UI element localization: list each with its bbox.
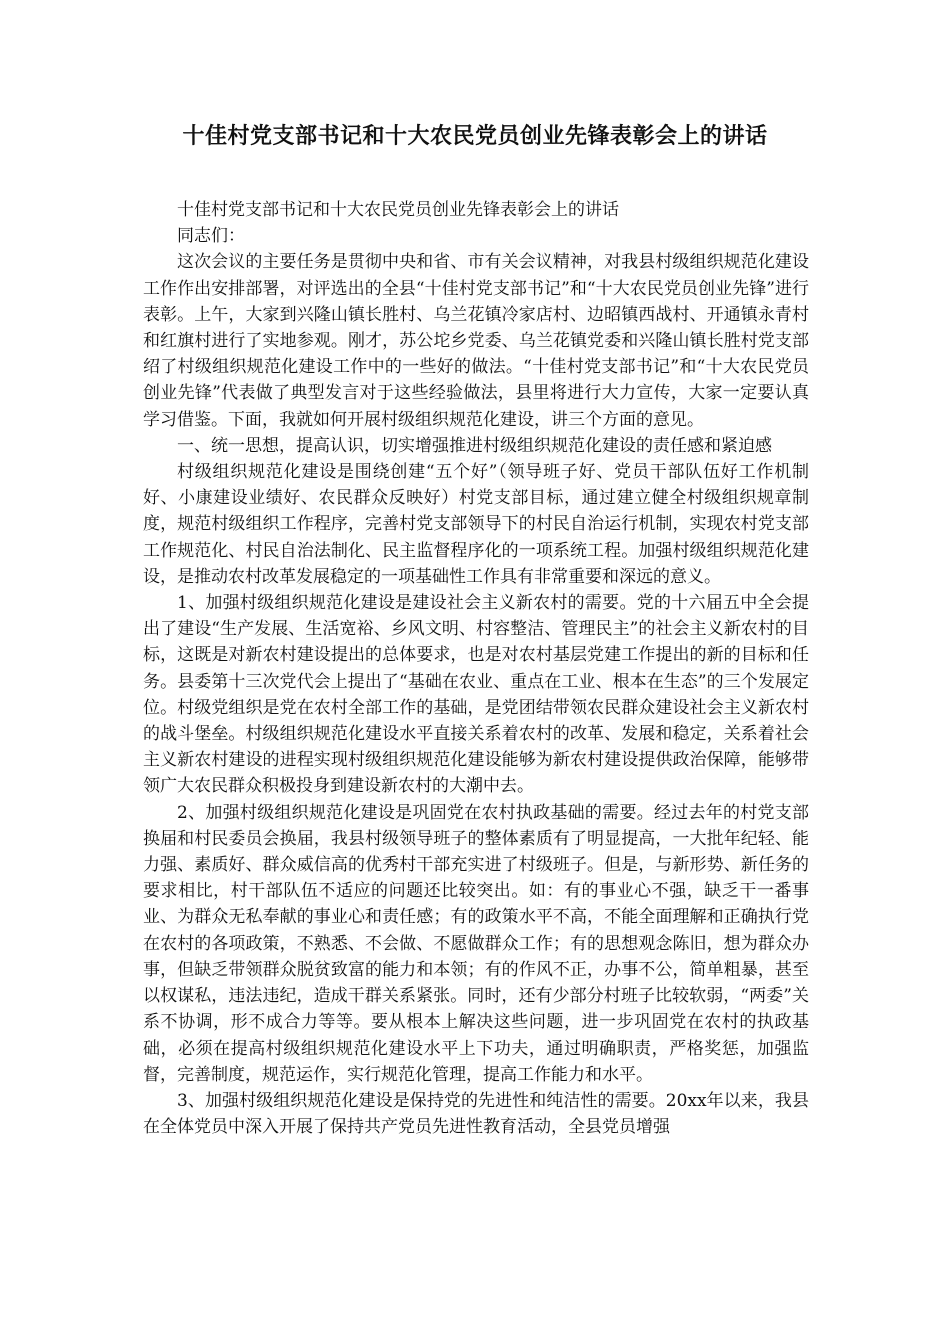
intro-paragraph: 这次会议的主要任务是贯彻中央和省、市有关会议精神，对我县村级组织规范化建设工作作出安排部署，对评选出的全县“十佳村党支部书记”和“十大农民党员创业先锋”进行表彰。上午，大家到兴隆山镇长胜村、乌兰花镇冷家店村、边昭镇西战村、开通镇永青村和红旗村进行了实地参观。刚才，苏公坨乡党委、乌兰花镇党委和兴隆山镇长胜村党支部绍了村级组织规范化建设工作中的一些好的做法。“十佳村党支部书记”和“十大农民党员创业先锋”代表做了典型发言对于这些经验做法，县里将进行大力宣传，大家一定要认真学习借鉴。下面，我就如何开展村级组织规范化建设，讲三个方面的意见。 [143, 252, 809, 430]
body-paragraph: 村级组织规范化建设是围绕创建“五个好”（领导班子好、党员干部队伍好工作机制好、小康建设业绩好、农民群众反映好）村党支部目标，通过建立健全村级组织规章制度，规范村级组织工作程序，完善村党支部领导下的村民自治运行机制，实现农村党支部工作规范化、村民自治法制化、民主监督程序化的一项系统工程。加强村级组织规范化建设，是推动农村改革发展稳定的一项基础性工作具有非常重要和深远的意义。 [143, 462, 809, 587]
salutation-paragraph: 同志们： [177, 226, 245, 247]
section-heading-1: 一、统一思想，提高认识，切实增强推进村级组织规范化建设的责任感和紧迫感 [177, 435, 772, 456]
body-paragraph: 1、加强村级组织规范化建设是建设社会主义新农村的需要。党的十六届五中全会提出了建设“生产发展、生活宽裕、乡风文明、村容整洁、管理民主”的社会主义新农村的目标，这既是对新农村建设提出的总体要求，也是对农村基层党建工作提出的新的目标和任务。县委第十三次党代会上提出了“基础在农业、重点在工业、根本在生态”的三个发展定位。村级党组织是党在农村全部工作的基础，是党团结带领农民群众建设社会主义新农村的战斗堡垒。村级组织规范化建设水平直接关系着农村的改革、发展和稳定，关系着社会主义新农村建设的进程实现村级组织规范化建设能够为新农村建设提供政治保障，能够带领广大农民群众积极投身到建设新农村的大潮中去。 [143, 593, 809, 797]
document-body [143, 197, 809, 1140]
body-paragraph: 3、加强村级组织规范化建设是保持党的先进性和纯洁性的需要。20xx年以来，我县在全体党员中深入开展了保持共产党员先进性教育活动，全县党员增强 [143, 1090, 809, 1138]
document-title: 十佳村党支部书记和十大农民党员创业先锋表彰会上的讲话 [182, 123, 768, 149]
subtitle-paragraph: 十佳村党支部书记和十大农民党员创业先锋表彰会上的讲话 [177, 200, 619, 220]
body-paragraph: 2、加强村级组织规范化建设是巩固党在农村执政基础的需要。经过去年的村党支部换届和村民委员会换届，我县村级领导班子的整体素质有了明显提高，一大批年纪轻、能力强、素质好、群众威信高的优秀村干部充实进了村级班子。但是，与新形势、新任务的要求相比，村干部队伍不适应的问题还比较突出。如：有的事业心不强，缺乏干一番事业、为群众无私奉献的事业心和责任感；有的政策水平不高，不能全面理解和正确执行党在农村的各项政策，不熟悉、不会做、不愿做群众工作；有的思想观念陈旧，想为群众办事，但缺乏带领群众脱贫致富的能力和本领；有的作风不正，办事不公，简单粗暴，甚至以权谋私，违法违纪，造成干群关系紧张。同时，还有少部分村班子比较软弱，“两委”关系不协调，形不成合力等等。要从根本上解决这些问题，进一步巩固党在农村的执政基础，必须在提高村级组织规范化建设水平上下功夫，通过明确职责，严格奖惩，加强监督，完善制度，规范运作，实行规范化管理，提高工作能力和水平。 [143, 802, 809, 1085]
